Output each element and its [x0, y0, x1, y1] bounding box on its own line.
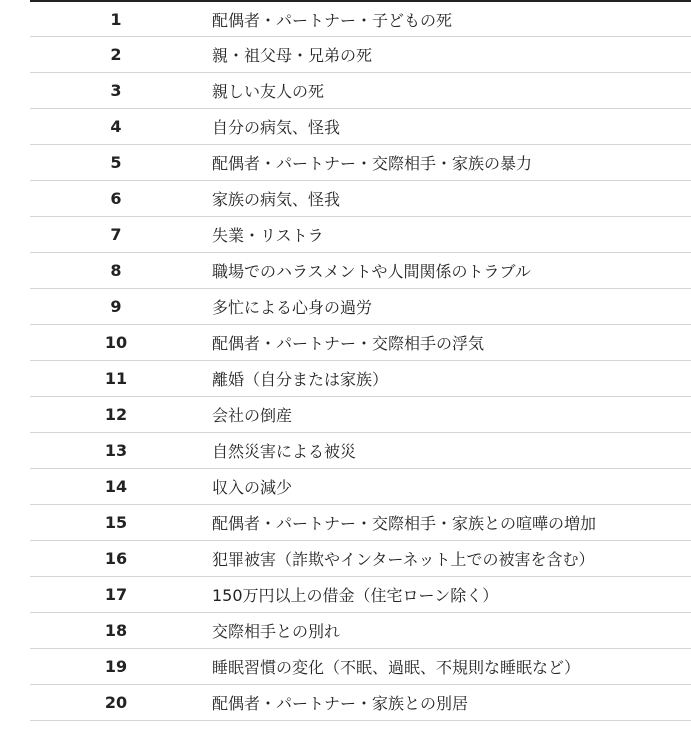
table-row: [30, 289, 691, 325]
table-row: [30, 613, 691, 649]
stress-item: 交際相手との別れ: [212, 622, 341, 641]
table-row: [30, 2, 691, 37]
stress-item: 会社の倒産: [212, 406, 293, 425]
rank-number: 14: [104, 477, 128, 496]
rank-number: 7: [110, 225, 122, 244]
table-row: [30, 37, 691, 73]
table-row: [30, 541, 691, 577]
table-row: [30, 253, 691, 289]
table-row: [30, 397, 691, 433]
rank-number: 6: [110, 189, 122, 208]
table-row: [30, 361, 691, 397]
stress-item: 収入の減少: [212, 478, 293, 497]
table-row: [30, 505, 691, 541]
rank-number: 2: [110, 45, 122, 64]
table-row: [30, 109, 691, 145]
table-row: [30, 649, 691, 685]
table-row: [30, 181, 691, 217]
stress-item: 親しい友人の死: [212, 82, 325, 101]
rank-number: 16: [104, 549, 128, 568]
stress-item: 親・祖父母・兄弟の死: [212, 46, 373, 65]
table-row: [30, 325, 691, 361]
rank-number: 15: [104, 513, 128, 532]
stress-item: 配偶者・パートナー・家族との別居: [212, 694, 469, 713]
rank-number: 1: [110, 9, 122, 29]
rank-number: 11: [104, 369, 128, 388]
table-row: [30, 433, 691, 469]
stress-item: 配偶者・パートナー・交際相手・家族との喧嘩の増加: [212, 514, 597, 533]
table-row: [30, 217, 691, 253]
table-row: [30, 73, 691, 109]
rank-number: 3: [110, 81, 122, 100]
rank-number: 8: [110, 261, 122, 280]
rank-number: 5: [110, 153, 122, 172]
ranking-table: [30, 0, 691, 721]
rank-number: 20: [104, 693, 128, 712]
stress-item: 配偶者・パートナー・交際相手の浮気: [212, 334, 485, 353]
stress-item: 職場でのハラスメントや人間関係のトラブル: [212, 262, 531, 281]
rank-number: 17: [104, 585, 128, 604]
rank-number: 13: [104, 441, 128, 460]
rank-number: 12: [104, 405, 128, 424]
stress-item: 自然災害による被災: [212, 442, 357, 461]
rank-number: 4: [110, 117, 122, 136]
table-row: [30, 469, 691, 505]
table-row: [30, 577, 691, 613]
rank-number: 18: [104, 621, 128, 640]
table-row: [30, 685, 691, 721]
rank-number: 10: [104, 333, 128, 352]
stress-item: 失業・リストラ: [212, 226, 324, 245]
stress-item: 配偶者・パートナー・子どもの死: [212, 10, 453, 30]
stress-item: 離婚（自分または家族）: [212, 370, 389, 389]
stress-item: 配偶者・パートナー・交際相手・家族の暴力: [212, 154, 533, 173]
stress-item: 150万円以上の借金（住宅ローン除く）: [212, 586, 499, 605]
stress-item: 家族の病気、怪我: [212, 190, 341, 209]
stress-item: 多忙による心身の過労: [212, 298, 373, 317]
stress-item: 自分の病気、怪我: [212, 118, 341, 137]
rank-number: 19: [104, 657, 128, 676]
rank-number: 9: [110, 297, 122, 316]
stress-item: 睡眠習慣の変化（不眠、過眠、不規則な睡眠など）: [212, 658, 581, 677]
table-row: [30, 145, 691, 181]
stress-item: 犯罪被害（詐欺やインターネット上での被害を含む）: [212, 550, 595, 569]
